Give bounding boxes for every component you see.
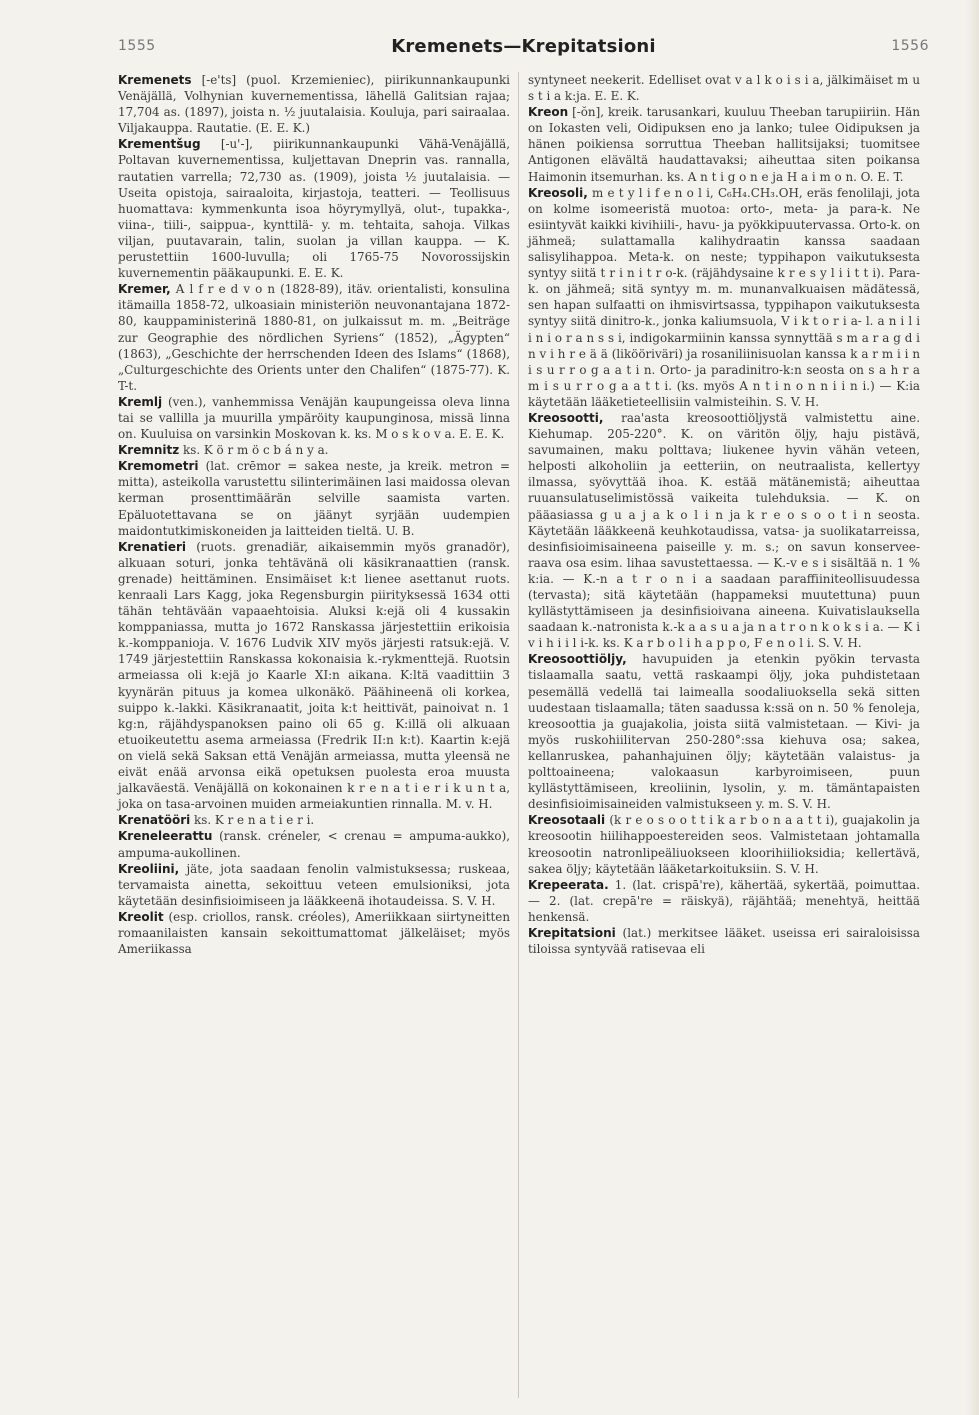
page-number-right: 1556 xyxy=(891,38,929,54)
entry xyxy=(528,651,920,812)
headword: Kreneleerattu xyxy=(118,829,213,844)
entry xyxy=(528,410,920,651)
headword: Kreon xyxy=(528,105,569,120)
entry-text: raa'asta kreosoottiöljystä valmistettu aine. Kiehumap. 205-220°. K. on väritön öljy, haju pistävä, savumainen, maku polttava; liukenee hyvin vähän veteen, helposti alkoholiin ja eetteriin, on neutraalista, kellertyy ilmassa, syövyttää ihoa. K. estää mätänemistä; aiheuttaa ruuansulatuselimistössä vaikeita tulehduksia. — K. on pääasiassa g u a j a k o l i n ja k r e o s o o t i n seosta. Käytetään lääkkeenä keuhkotaudissa, vatsa- ja suolikatarreissa, desinfisioimisaineena paiseille y. m. s.; on savun konservee-raava osa esim. lihaa savustettaessa. — K.-v e s i sisältää n. 1 % k:ia. — K.-n a t r o n i a saadaan paraffiiniteollisuudessa (tervasta); sitä käytetään (happameksi muutettuna) puun kyllästyttämiseen ja desinfisioivana aineena. Kuivatislauksella saadaan k.-natronista k.-k a a s u a ja n a t r o n k o k s i a. — K i v i h i i l i-k. ks. K a r b o l i h a p p o, F e n o l i. S. V. H. xyxy=(528,410,920,651)
entry xyxy=(118,828,510,860)
headword: Kremometri xyxy=(118,459,199,474)
entry-text: (lat. crēmor = sakea neste, ja kreik. metron = mitta), asteikolla varustettu silinterimäinen lasi maidossa olevan kerman prosenttimäärän selville saamista varten. Epäluotettavana se on jäänyt syrjään uudempien maidontutkimiskoneiden ja laitteiden tieltä. U. B. xyxy=(118,459,510,538)
entry-text: (ven.), vanhemmissa Venäjän kaupungeissa oleva linna tai se vallilla ja muurilla ympäröity kaupunginosa, missä linna on. Kuuluisa on varsinkin Moskovan k. ks. M o s k o v a. E. E. K. xyxy=(118,394,510,442)
headword: Kreosotaali xyxy=(528,813,606,828)
headword: Kreolit xyxy=(118,909,164,924)
headword: Kremnitz xyxy=(118,443,180,458)
headword: Krepeerata. xyxy=(528,877,609,892)
page-header xyxy=(118,36,929,60)
entry-text: (k r e o s o o t t i k a r b o n a a t t i), guajakolin ja kreosootin hiilihappoestereiden seos. Valmistetaan johtamalla kreosootin natronlipeäliuokseen kloorihiilioksidia; kellertävä, sakea öljy; käytetään lääketarkoituksiin. S. V. H. xyxy=(528,813,920,876)
entry xyxy=(528,185,920,410)
entry-text: jäte, jota saadaan fenolin valmistuksessa; ruskeaa, tervamaista ainetta, sekoittuu veteen emulsioniksi, jota käytetään desinfisioimiseen ja lääkkeenä ihotaudeissa. S. V. H. xyxy=(118,861,510,908)
entry-text: ks. K r e n a t i e r i. xyxy=(190,813,315,828)
entry xyxy=(118,394,510,442)
page-edge-shadow xyxy=(965,0,979,1415)
entry xyxy=(118,442,510,458)
headword: Kreosoli, xyxy=(528,185,588,200)
column-divider xyxy=(518,72,519,1398)
entry-text: (ruots. grenadiär, aikaisemmin myös granadör), alkuaan soturi, jonka tehtävänä oli käsikranaattien (ransk. grenade) heittäminen. Ensimäiset k:t lienee asettanut ruots. kenraali Lars Kagg, joka Regensburgin piirityksessä 1634 otti tähän tehtävään vapaaehtoisia. Aluksi k:ejä oli 4 kussakin komppaniassa, mutta jo 1672 Ranskassa järjestettiin erikoisia k.-komppanioja. V. 1676 Ludvik XIV myös järjesti ratsuk:ejä. V. 1749 järjestettiin Ranskassa kokonaisia k.-rykmenttejä. Ruotsin armeiassa oli k:ejä jo Kaarle XI:n aikana. K:ltä vaadittiin 3 kyynärän pituus ja komea ulkonäkö. Päähineenä oli korkea, suippo k.-lakki. Käsikranaatit, joita k:t heittivät, painoivat n. 1 kg:n, räjähdyspanoksen paino oli 65 g. K:illä oli alkuaan etuoikeutettu asema armeiassa (Fredrik II:n k:t). Kaartin k:ejä on vielä sekä Saksan että Venäjän armeiassa, mutta yleensä ne eivät enää arvonsa eikä opetuksen puolesta eroa muusta jalkaväestä. Venäjällä on kokonainen k r e n a t i e r i k u n t a, joka on tasa-arvoinen muiden armeiakuntien rinnalla. M. v. H. xyxy=(118,539,510,812)
entry xyxy=(528,812,920,876)
entry xyxy=(118,539,510,813)
entry-text: havupuiden ja etenkin pyökin tervasta tislaamalla saatu, vettä raskaampi öljy, joka puhdistetaan pesemällä vedellä tai laimealla soodaliuoksella sekä sitten uudestaan tislaamalla; täten saadussa k:ssä on n. 50 % fenoleja, kreosoottia ja guajakolia, joista siitä valmistetaan. — Kivi- ja myös ruskohiilitervan 250-280°:ssa kiehuva osa; sakea, kellanruskea, pahanhajuinen öljy; käytetään valaistus- ja polttoaineena; valokaasun karbyroimiseen, puun kyllästyttämiseen, kreoliinin, lysolin, y. m. tämäntapaisten desinfisioimisaineiden valmistukseen y. m. S. V. H. xyxy=(528,652,920,812)
entry xyxy=(118,136,510,281)
entry xyxy=(528,877,920,925)
headword: Kremenets xyxy=(118,73,192,87)
entry-text: ks. K ö r m ö c b á n y a. xyxy=(179,443,329,458)
entry-text: A l f r e d v o n (1828-89), itäv. orientalisti, konsulina itämailla 1858-72, ulkoasiain ministeriön neuvonantajana 1872-80, kauppaministerinä 1880-81, on julkaissut m. m. „Beiträge zur Geographie des nördlichen Syriens“ (1852), „Ägypten“ (1863), „Geschichte der herrschenden Ideen des Islams“ (1868), „Culturgeschichte des Orients unter den Chalifen“ (1875-77). K. T-t. xyxy=(118,282,510,393)
headword: Krenatööri xyxy=(118,813,191,828)
entry xyxy=(528,925,920,957)
entry xyxy=(118,812,510,828)
entry-text: [-u'-], piirikunnankaupunki Vähä-Venäjällä, Poltavan kuvernementissa, kuljettavan Dneprin vas. rannalla, rautatien varrella; 72,730 as. (1909), joista ½ juutalaisia. — Useita opistoja, sairaaloita, kirjastoja, teatteri. — Teollisuus huomattava: kymmenkunta isoa höyrymyllyä, olut-, tupakka-, viina-, tiili-, saippua-, kynttilä- y. m. tehtaita, sahoja. Vilkas viljan, puutavarain, talin, suolan ja villan kauppa. — K. perustettiin 1600-luvulla; oli 1765-75 Novorossijskin kuvernementin pääkaupunki. E. E. K. xyxy=(118,137,510,281)
left-column xyxy=(118,72,510,957)
headword: Kremlj xyxy=(118,394,163,409)
entry-text: syntyneet neekerit. Edelliset ovat v a l k o i s i a, jälkimäiset m u s t i a k:ja. E. E. K. xyxy=(528,73,920,104)
entry-text: (ransk. créneler, < crenau = ampuma-aukko), ampuma-aukollinen. xyxy=(118,829,510,860)
entry xyxy=(118,909,510,957)
headword: Krepitatsioni xyxy=(528,925,616,940)
entry xyxy=(528,72,920,104)
entry-text: m e t y l i f e n o l i, C₆H₄.CH₃.OH, eräs fenolilaji, jota on kolme isomeeristä muotoa: orto-, meta- ja para-k. Ne esiintyvät kaikki kivihiili-, havu- ja pyökkipuutervassa. Orto-k. on jähmeä; sulattamalla kalihydraatin kanssa saadaan salisylihappoa. Meta-k. on neste; typpihapon vaikutuksesta syntyy siitä t r i n i t r o-k. (räjähdysaine k r e s y l i i t t i). Para-k. on jähmeä; sitä syntyy m. m. munanvalkuaisen mädätessä, sen hapan sulfaatti on ihmisvirtsassa, typpihapon vaikutuksesta syntyy siitä dinitro-k., jonka kaliumsuola, V i k t o r i a- l. a n i l i i n i o r a n s s i, indigokarmiinin kanssa synnyttää s m a r a g d i n v i h r e ä ä (likööriväri) ja rosaniliinisuolan kanssa k a r m i i n i s u r r o g a a t i n. Orto- ja paradinitro-k:n seosta on s a h r a m i s u r r o g a a t t i. (ks. myös A n t i n o n n i i n i.) — K:ia käytetään lääketieteellisiin valmisteihin. S. V. H. xyxy=(528,185,920,409)
entry-text: [-e'ts] (puol. Krzemieniec), piirikunnankaupunki Venäjällä, Volhynian kuvernementissa, lähellä Galitsian rajaa; 17,704 as. (1897), joista n. ½ juutalaisia. Kouluja, pari sairaalaa. Viljakauppa. Rautatie. (E. E. K.) xyxy=(118,73,510,136)
headword: Kremer, xyxy=(118,282,171,297)
entry-text: 1. (lat. crispā're), kähertää, sykertää, poimuttaa. — 2. (lat. crepā're = räiskyä), räjähtää; menehtyä, heittää henkensä. xyxy=(528,877,920,924)
entry xyxy=(118,72,510,136)
entry xyxy=(118,458,510,538)
headword: Krementšug xyxy=(118,137,201,152)
entry xyxy=(118,861,510,909)
headword: Krenatieri xyxy=(118,539,187,554)
headword: Kreoliini, xyxy=(118,861,180,876)
page-number-left: 1555 xyxy=(118,38,156,54)
right-column xyxy=(528,72,920,957)
headword: Kreosootti, xyxy=(528,410,604,425)
page-title: Kremenets—Krepitatsioni xyxy=(391,36,656,57)
entry-text: (lat.) merkitsee lääket. useissa eri sairaloisissa tiloissa syntyvää ratisevaa eli xyxy=(528,925,920,957)
entry xyxy=(118,281,510,394)
entry-text: (esp. criollos, ransk. créoles), Ameriikkaan siirtyneitten romaanilaisten kansain sekoittumattomat jälkeläiset; myös Ameriikassa xyxy=(118,909,510,957)
headword: Kreosoottiöljy, xyxy=(528,652,627,667)
entry xyxy=(528,104,920,184)
entry-text: [-ŏn], kreik. tarusankari, kuuluu Theeban tarupiiriin. Hän on Iokasten veli, Oidipuksen eno ja lanko; tulee Oidipuksen ja hänen poikiensa sorruttua Theeban hallitsijaksi; tuomitsee Antigonen elävältä haudattavaksi; aiheuttaa siten poikansa Haimonin itsemurhan. ks. A n t i g o n e ja H a i m o n. O. E. T. xyxy=(528,105,920,184)
